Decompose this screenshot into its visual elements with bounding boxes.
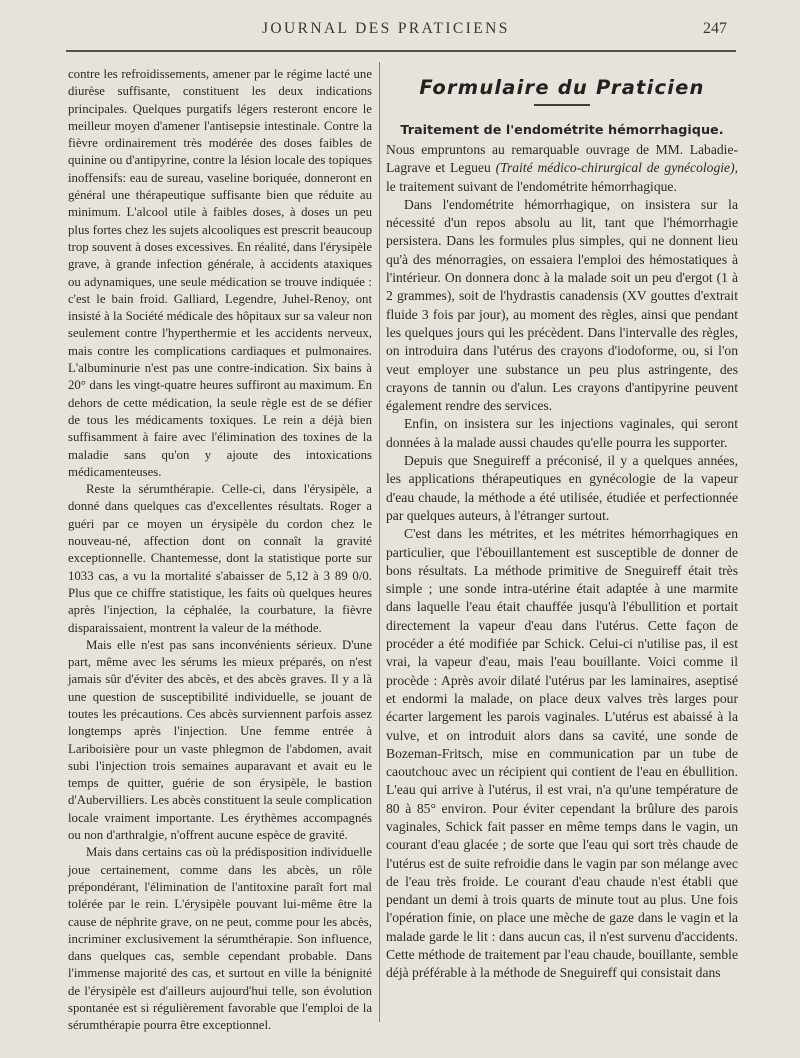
paragraph: Dans l'endométrite hémorrhagique, on insistera sur la nécessité d'un repos absolu au lit, tant que l'hémorrhagie persistera. Dans les formules plus simples, qui ne donnent lieu qu'à des ménorragies, on essaiera l'emploi des hémostatiques à l'intérieur. On donnera donc à la malade soit un peu d'ergot (1 à 2 grammes), soit de l'hydrastis canadensis (XV gouttes d'extrait fluide 3 fois par jour), au moment des règles, ainsi que pendant les quelques jours qui les précèdent. Dans l'intervalle des règles, on introduira dans l'utérus des crayons d'iodoforme, ou, si l'on veut employer une substance un peu plus astringente, des crayons de tannin ou d'alun. Les crayons d'antipyrine peuvent également rendre des services. (386, 196, 738, 414)
article-title: Traitement de l'endométrite hémorrhagique. (400, 123, 724, 138)
right-column (386, 66, 738, 983)
intro-paragraph (386, 141, 738, 196)
running-head (0, 20, 800, 44)
section-title-rule (534, 104, 590, 106)
column-divider (379, 62, 380, 1022)
paragraph: Enfin, on insistera sur les injections vaginales, qui seront données à la malade aussi chaudes qu'elle pourra les supporter. (386, 416, 738, 450)
page-number: 247 (703, 20, 727, 37)
header-rule (66, 50, 736, 52)
intro-text-end: , le traitement suivant de l'endométrite hémorrhagique. (386, 160, 738, 194)
journal-title: JOURNAL DES PRATICIENS (262, 20, 510, 37)
paragraph: Reste la sérumthérapie. Celle-ci, dans l'érysipèle, a donné dans quelques cas d'excellentes résultats. Roger a guéri par ce moyen un érysipèle du cordon chez le nouveau-né, affection dont on connaît la gravité exceptionnelle. Chantemesse, dont la statistique porte sur 1033 cas, a vu la mortalité s'abaisser de 5,12 à 3 89 0/0. Plus que ce chiffre statistique, les faits où quelques heures après l'injection, la céphalée, la courbature, la fièvre disparaissaient, montrent la valeur de la méthode. (68, 482, 372, 635)
paragraph: Mais dans certains cas où la prédisposition individuelle joue certainement, comme dans les abcès, un rôle prépondérant, l'élimination de l'antitoxine paraît fort mal tolérée par le rein. L'érysipèle pouvant lui-même être la cause de néphrite grave, on ne peut, comme pour les abcès, incriminer exclusivement la sérumthérapie. Son influence, dans quelques cas, semble cependant probable. Dans l'immense majorité des cas, et surtout en ville la bénignité de l'érysipèle est d'ailleurs aujourd'hui telle, son évolution spontanée est si régulièrement favorable que l'emploi de la sérumthérapie pourra être exceptionnel. (68, 845, 372, 1033)
paragraph: C'est dans les métrites, et les métrites hémorrhagiques en particulier, que l'ébouillantement est susceptible de donner de bons résultats. La méthode primitive de Sneguireff était très simple ; une sonde intra-utérine était adaptée à une marmite dans laquelle l'eau était chauffée jusqu'à l'ébullition et portait directement la vapeur d'eau dans l'utérus. Cette façon de procéder a été modifiée par Schick. Celui-ci n'utilise pas, il est vrai, la vapeur d'eau, mais l'eau bouillante. Voici comme il procède : Après avoir dilaté l'utérus par les laminaires, aseptisé et endormi la malade, on place deux valves très larges pour écarter largement les parois vaginales. L'utérus est abaissé à la vulve, et on introduit alors dans sa cavité, une sonde de Bozeman-Fritsch, mise en communication par un tube de caoutchouc avec un récipient qui contient de l'eau en ébullition. L'eau qui arrive à l'utérus, il est vrai, n'a qu'une température de 80 à 85° environ. Pour éviter cependant la brûlure des parois vaginales, Schick fait passer en même temps dans le vagin, un courant d'eau glacée ; de sorte que l'eau qui sort très chaude de l'utérus est de suite refroidie dans le vagin par son mélange avec de l'eau très froide. Le courant d'eau chaude n'est établi que pendant un demi à trois quarts de minute tout au plus. Une fois l'opération finie, on place une mèche de gaze dans le vagin et la malade garde le lit : dans aucun cas, il n'est survenu d'accidents. Cette méthode de traitement par l'eau chaude, bouillante, semble déjà préférable à la méthode de Sneguireff qui consistait dans (386, 526, 738, 981)
paragraph: Mais elle n'est pas sans inconvénients sérieux. D'une part, même avec les sérums les mieux préparés, on n'est jamais sûr d'éviter des abcès, et des abcès graves. Il y a là une question de susceptibilité individuelle, se jouant de toutes les précautions. Ces abcès surviennent parfois assez longtemps après l'injection. Une femme entrée à Lariboisière pour un vaste phlegmon de l'abdomen, avait subi l'injection trois semaines auparavant et avait eu le temps de quitter, guérie de son érysipèle, le bastion d'Aubervilliers. Les abcès constituent la seule complication locale vraiment importante. Les érythèmes accompagnés ou non d'arthralgie, n'offrent aucune espèce de gravité. (68, 637, 373, 843)
paragraph: Depuis que Sneguireff a préconisé, il y a quelques années, les applications thérapeutiques en gynécologie de la vapeur d'eau chaude, la méthode a été utilisée, étudiée et perfectionnée par quelques auteurs, à l'étranger surtout. (386, 453, 738, 523)
paragraph: contre les refroidissements, amener par le régime lacté une diurèse suffisante, constituent les deux indications principales. Quelques purgatifs légers resteront encore le meilleur moyen d'amener l'antisepsie intestinale. Contre la fièvre ordinairement très modérée des doses faibles de quinine ou d'antipyrine, contre la lésion locale des topiques inoffensifs: eau de sureau, vaseline boriquée, donneront en général une thérapeutique suffisante bien que réduite au minimum. L'alcool utile à faibles doses, à doses un peu plus fortes chez les sujets alcooliques est prescrit beaucoup trop souvent à doses excessives. En réalité, dans l'érysipèle grave, à grande infection générale, à accidents ataxiques ou adynamiques, une seule médication se trouve indiquée : c'est le bain froid. Galliard, Legendre, Juhel-Renoy, ont insisté à la Société médicale des hôpitaux sur sa valeur non seulement contre l'hyperthermie et les accidents nerveux, mais contre les complications cardiaques et pulmonaires. L'albuminurie n'est pas une contre-indication. Six bains à 20° dans les vingt-quatre heures suffiront au maximum. En dehors de cette médication, la seule règle est de se défier de tous les médicaments toxiques. Le rein a déjà bien suffisamment à faire avec l'élimination des toxines de la maladie sans qu'on y ajoute des intoxications médicamenteuses. (68, 67, 372, 479)
section-title: Formulaire du Praticien (419, 76, 705, 99)
intro-text: Nous empruntons au remarquable ouvrage de MM. Labadie-Lagrave et Legueu (386, 142, 738, 176)
source-citation: (Traité médico-chirurgical de gynécologie) (495, 160, 735, 176)
left-column (68, 66, 372, 1035)
